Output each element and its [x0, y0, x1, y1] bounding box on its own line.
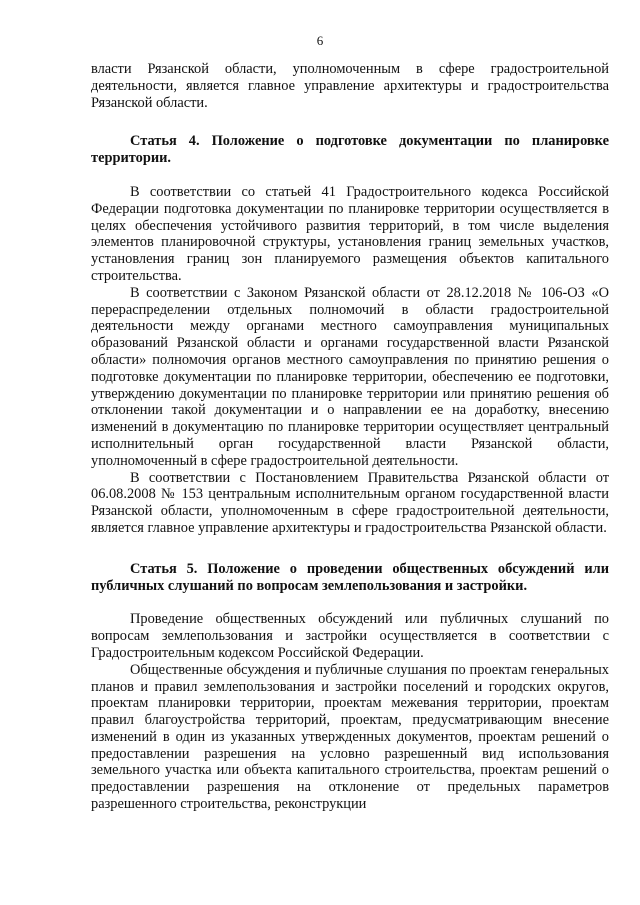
page-number: 6: [316, 33, 324, 48]
paragraph: В соответствии со статьей 41 Градостроительного кодекса Российской Федерации подготовка документации по планировке территории осуществляется в целях обеспечения устойчивого развития территорий, в том числе выделения элементов планировочной структуры, установления границ земельных участков, установления границ зон планируемого размещения объектов капитального строительства.: [91, 183, 609, 284]
page-body: [91, 61, 609, 813]
paragraph: В соответствии с Постановлением Правительства Рязанской области от 06.08.2008 № 153 центральным исполнительным органом государственной власти Рязанской области, уполномоченным в сфере градостроительной деятельности, является главное управление архитектуры и градостроительства Рязанской области.: [91, 469, 609, 536]
paragraph: В соответствии с Законом Рязанской области от 28.12.2018 № 106-ОЗ «О перераспределении отдельных полномочий в области градостроительной деятельности между органами местного самоуправления муниципальных образований Рязанской области и органами государственной власти Рязанской области» полномочия органов местного самоуправления по принятию решения о подготовке документации по планировке территории, обеспечению ее подготовки, утверждению документации по планировке территории или принятию решения об отклонении такой документации и о направлении ее на доработку, внесению изменений в документацию по планировке территории осуществляет центральный исполнительный орган государственной власти Рязанской области, уполномоченный в сфере градостроительной деятельности.: [91, 284, 609, 469]
paragraph-continuation: власти Рязанской области, уполномоченным в сфере градостроительной деятельности, является главное управление архитектуры и градостроительства Рязанской области.: [91, 61, 609, 111]
paragraph: Проведение общественных обсуждений или публичных слушаний по вопросам землепользования и застройки осуществляется в соответствии с Градостроительным кодексом Российской Федерации.: [91, 611, 609, 661]
paragraph: Общественные обсуждения и публичные слушания по проектам генеральных планов и правил землепользования и застройки поселений и городских округов, проектам планировки территории, проектам межевания территории, проектам правил благоустройства территорий, проектам, предусматривающим внесение изменений в один из указанных утвержденных документов, проектам решений о предоставлении разрешения на условно разрешенный вид использования земельного участка или объекта капитального строительства, проектам решений о предоставлении разрешения на отклонение от предельных параметров разрешенного строительства, реконструкции: [91, 661, 609, 813]
article-5-heading: Статья 5. Положение о проведении общественных обсуждений или публичных слушаний по вопросам землепользования и застройки.: [91, 560, 609, 594]
article-4-heading: Статья 4. Положение о подготовке документации по планировке территории.: [91, 133, 609, 167]
